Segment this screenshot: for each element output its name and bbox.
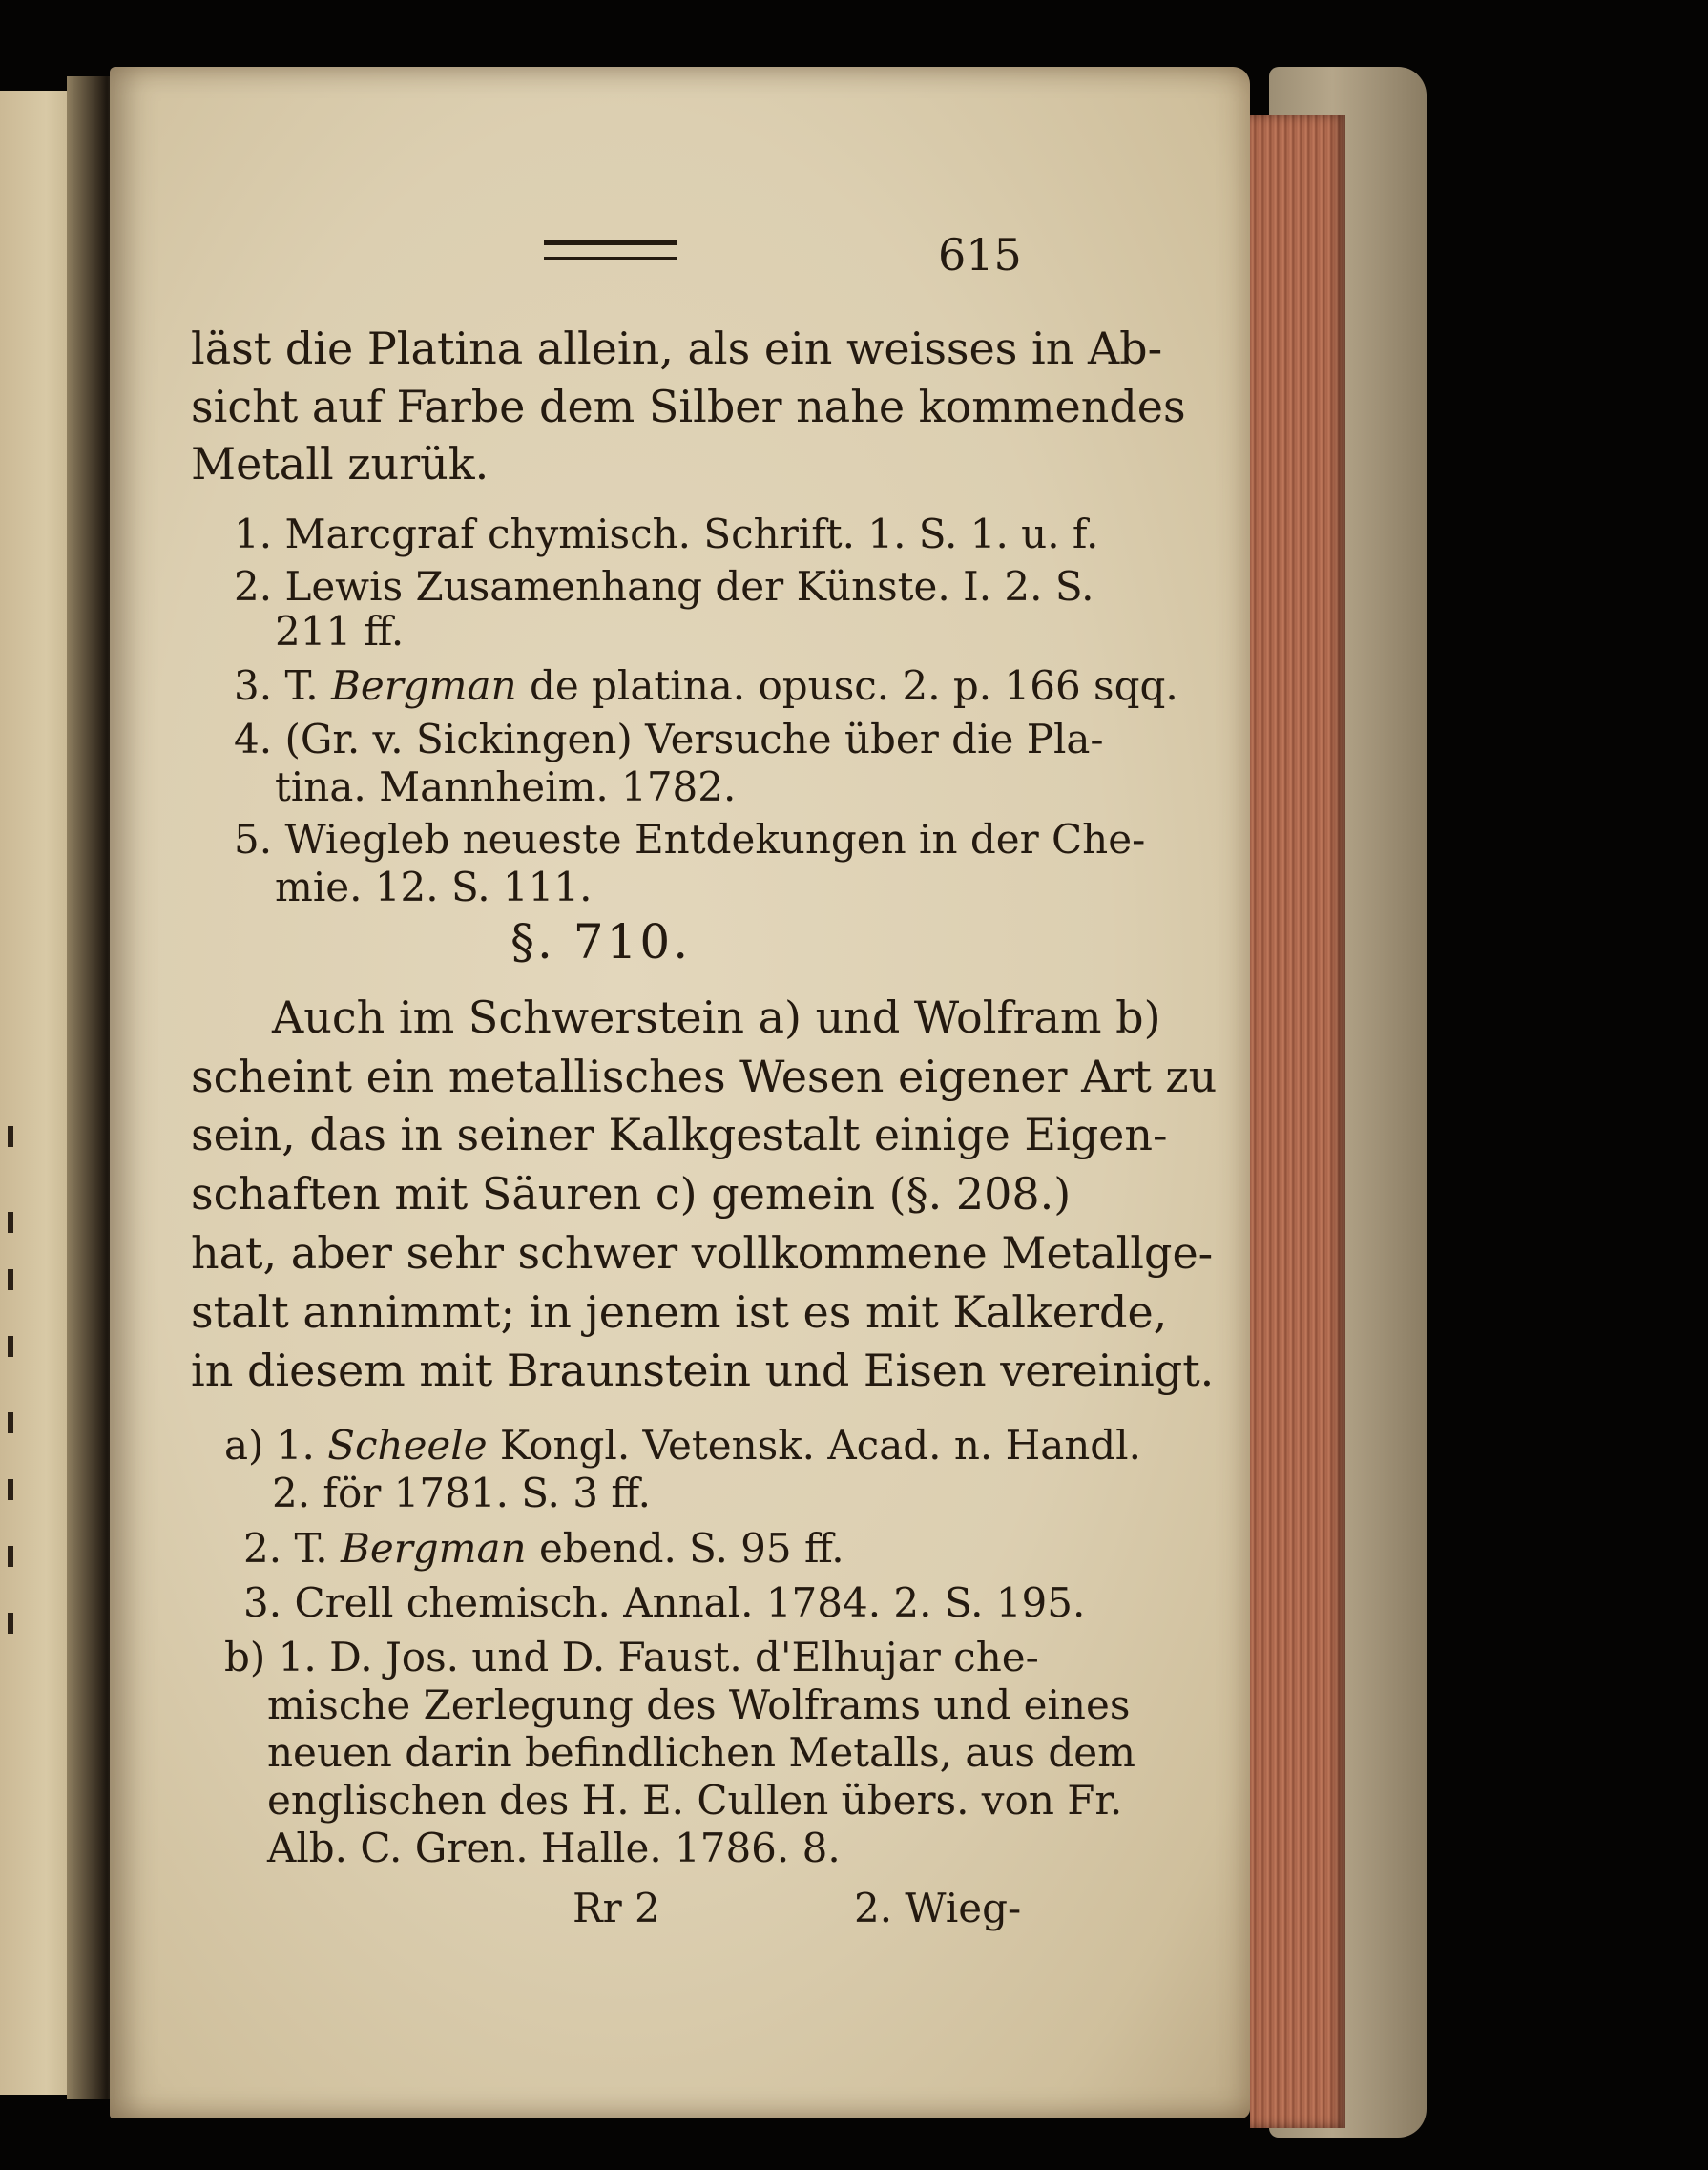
page-number: 615 <box>938 229 1022 281</box>
ref-3: 3. T. Bergman de platina. opusc. 2. p. 166 sqq. <box>234 662 1178 709</box>
section-line-1: Auch im Schwerstein a) und Wolfram b) <box>272 991 1161 1043</box>
paragraph-top-line-2: sicht auf Farbe dem Silber nahe kommendes <box>191 381 1186 432</box>
header-rule <box>544 240 677 260</box>
section-line-6: stalt annimmt; in jenem ist es mit Kalkerde, <box>191 1286 1168 1338</box>
ref-2: 2. Lewis Zusamenhang der Künste. I. 2. S. <box>234 563 1094 610</box>
ref-2-cont: 211 ff. <box>275 608 405 655</box>
paragraph-top-line-3: Metall zurük. <box>191 438 489 490</box>
page-edges-red <box>1250 115 1345 2128</box>
ref-1: 1. Marcgraf chymisch. Schrift. 1. S. 1. u. f. <box>234 511 1099 557</box>
section-line-5: hat, aber sehr schwer vollkommene Metallge- <box>191 1227 1214 1279</box>
footnote-b-1-cont-2: neuen darin befindlichen Metalls, aus dem <box>267 1729 1135 1776</box>
catchword: 2. Wieg- <box>854 1885 1022 1931</box>
footnote-a-3: 3. Crell chemisch. Annal. 1784. 2. S. 195. <box>243 1579 1086 1626</box>
footnote-a-1-cont: 2. för 1781. S. 3 ff. <box>272 1470 652 1516</box>
footnote-b-1-cont-3: englischen des H. E. Cullen übers. von Fr. <box>267 1777 1123 1824</box>
footnote-b-1-cont-4: Alb. C. Gren. Halle. 1786. 8. <box>267 1825 841 1871</box>
ref-5: 5. Wiegleb neueste Entdekungen in der Che- <box>234 816 1146 863</box>
section-line-7: in diesem mit Braunstein und Eisen vereinigt. <box>191 1345 1215 1396</box>
footnote-b-1: b) 1. D. Jos. und D. Faust. d'Elhujar che- <box>224 1634 1039 1680</box>
section-heading: §. 710. <box>510 914 692 970</box>
paragraph-top-line-1: läst die Platina allein, als ein weisses in Ab- <box>191 323 1163 374</box>
footnote-a-2: 2. T. Bergman ebend. S. 95 ff. <box>243 1525 844 1572</box>
section-line-4: schaften mit Säuren c) gemein (§. 208.) <box>191 1168 1072 1220</box>
section-line-3: sein, das in seiner Kalkgestalt einige Eigen- <box>191 1109 1168 1160</box>
ref-5-cont: mie. 12. S. 111. <box>275 864 593 910</box>
footnote-b-1-cont-1: mische Zerlegung des Wolframs und eines <box>267 1681 1131 1728</box>
ref-4: 4. (Gr. v. Sickingen) Versuche über die Pla- <box>234 716 1104 762</box>
footnote-a-1: a) 1. Scheele Kongl. Vetensk. Acad. n. Handl. <box>224 1422 1141 1469</box>
section-line-2: scheint ein metallisches Wesen eigener Art zu <box>191 1051 1218 1102</box>
signature-mark: Rr 2 <box>573 1885 660 1931</box>
ref-4-cont: tina. Mannheim. 1782. <box>275 763 737 810</box>
